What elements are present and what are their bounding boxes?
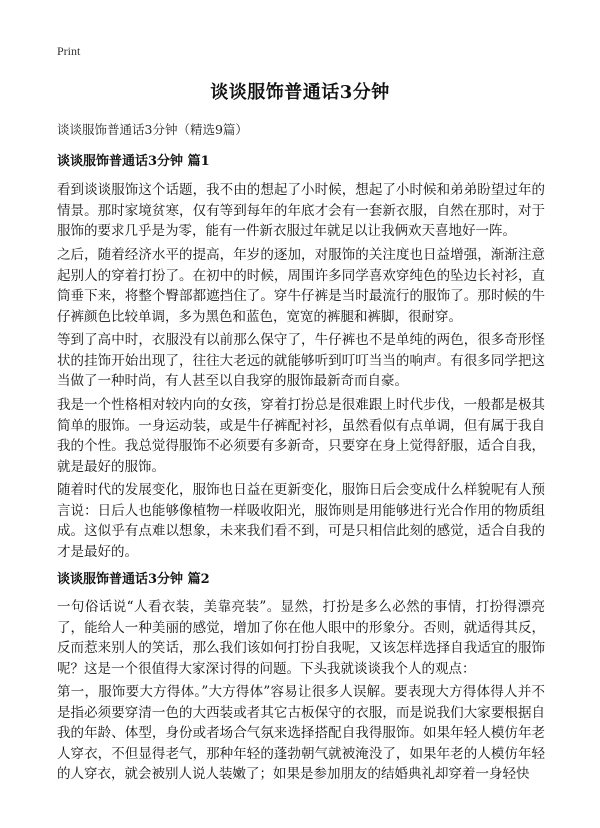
paragraph: 之后，随着经济水平的提高，年岁的逐加，对服饰的关注度也日益增强，渐渐注意起别人的穿着打扮了。在初中的时候，周围许多同学喜欢穿纯色的坠边长衬衫，直筒垂下来，将整个臀部都遮挡住了。穿牛仔裤是当时最流行的服饰了。那时候的牛仔裤颜色比较单调，多为黑色和蓝色，宽宽的裤腿和裤脚，很耐穿。	[57, 247, 545, 325]
paragraph: 一句俗话说“人看衣装，美靠亮装”。显然，打扮是多么必然的事情，打扮得漂亮了，能给人一种美丽的感觉，增加了你在他人眼中的形象分。否则，就适得其反，反而惹来别人的笑话，那么我们该如何打扮自我呢，又该怎样选择自我适宜的服饰呢？这是一个很值得大家深讨得的问题。下头我就谈谈我个人的观点：	[57, 599, 545, 677]
paragraph: 随着时代的发展变化，服饰也日益在更新变化，服饰日后会变成什么样貌呢有人预言说：日后人也能够像植物一样吸收阳光，服饰则是用能够进行光合作用的物质组成。这似乎有点难以想象，未来我们看不到，可是只相信此刻的感觉，适合自我的才是最好的。	[57, 482, 545, 560]
page-title: 谈谈服饰普通话3分钟	[210, 82, 390, 103]
paragraph: 等到了高中时，衣服没有以前那么保守了，牛仔裤也不是单纯的两色，很多奇形怪状的挂饰开始出现了，往往大老远的就能够听到叮叮当当的响声。有很多同学把这当做了一种时尚，有人甚至以自我穿的服饰最新奇而自豪。	[57, 332, 545, 389]
paragraph: 看到谈谈服饰这个话题，我不由的想起了小时候，想起了小时候和弟弟盼望过年的情景。那时家境贫寒，仅有等到每年的年底才会有一套新衣服，自然在那时，对于服饰的要求几乎是为零，能有一件新衣服过年就足以让我俩欢天喜地好一阵。	[57, 182, 545, 239]
paragraph: 我是一个性格相对较内向的女孩，穿着打扮总是很难跟上时代步伐，一般都是极其简单的服饰。一身运动装，或是牛仔裤配衬衫，虽然看似有点单调，但有属于我自我的个性。我总觉得服饰不必须要有多新奇，只要穿在身上觉得舒服，适合自我，就是最好的服饰。	[57, 397, 545, 475]
section-heading-2: 谈谈服饰普通话3分钟 篇2	[57, 572, 210, 587]
section-heading-1: 谈谈服饰普通话3分钟 篇1	[57, 154, 210, 169]
document-subtitle: 谈谈服饰普通话3分钟（精选9篇）	[57, 122, 248, 137]
print-label[interactable]: Print	[57, 44, 81, 58]
paragraph: 第一，服饰要大方得体。”大方得体”容易让很多人误解。要表现大方得体得人并不是指必须要穿清一色的大西装或者其它古板保守的衣服，而是说我们大家要根据自我的年龄、体型，身份或者场合气氛来选择搭配自我得服饰。如果年轻人模仿年老人穿衣，不但显得老气，那种年轻的蓬勃朝气就被淹没了，如果年老的人模仿年轻的人穿衣，就会被别人说人装嫩了；如果是参加朋友的结婚典礼却穿着一身轻快	[57, 684, 545, 782]
